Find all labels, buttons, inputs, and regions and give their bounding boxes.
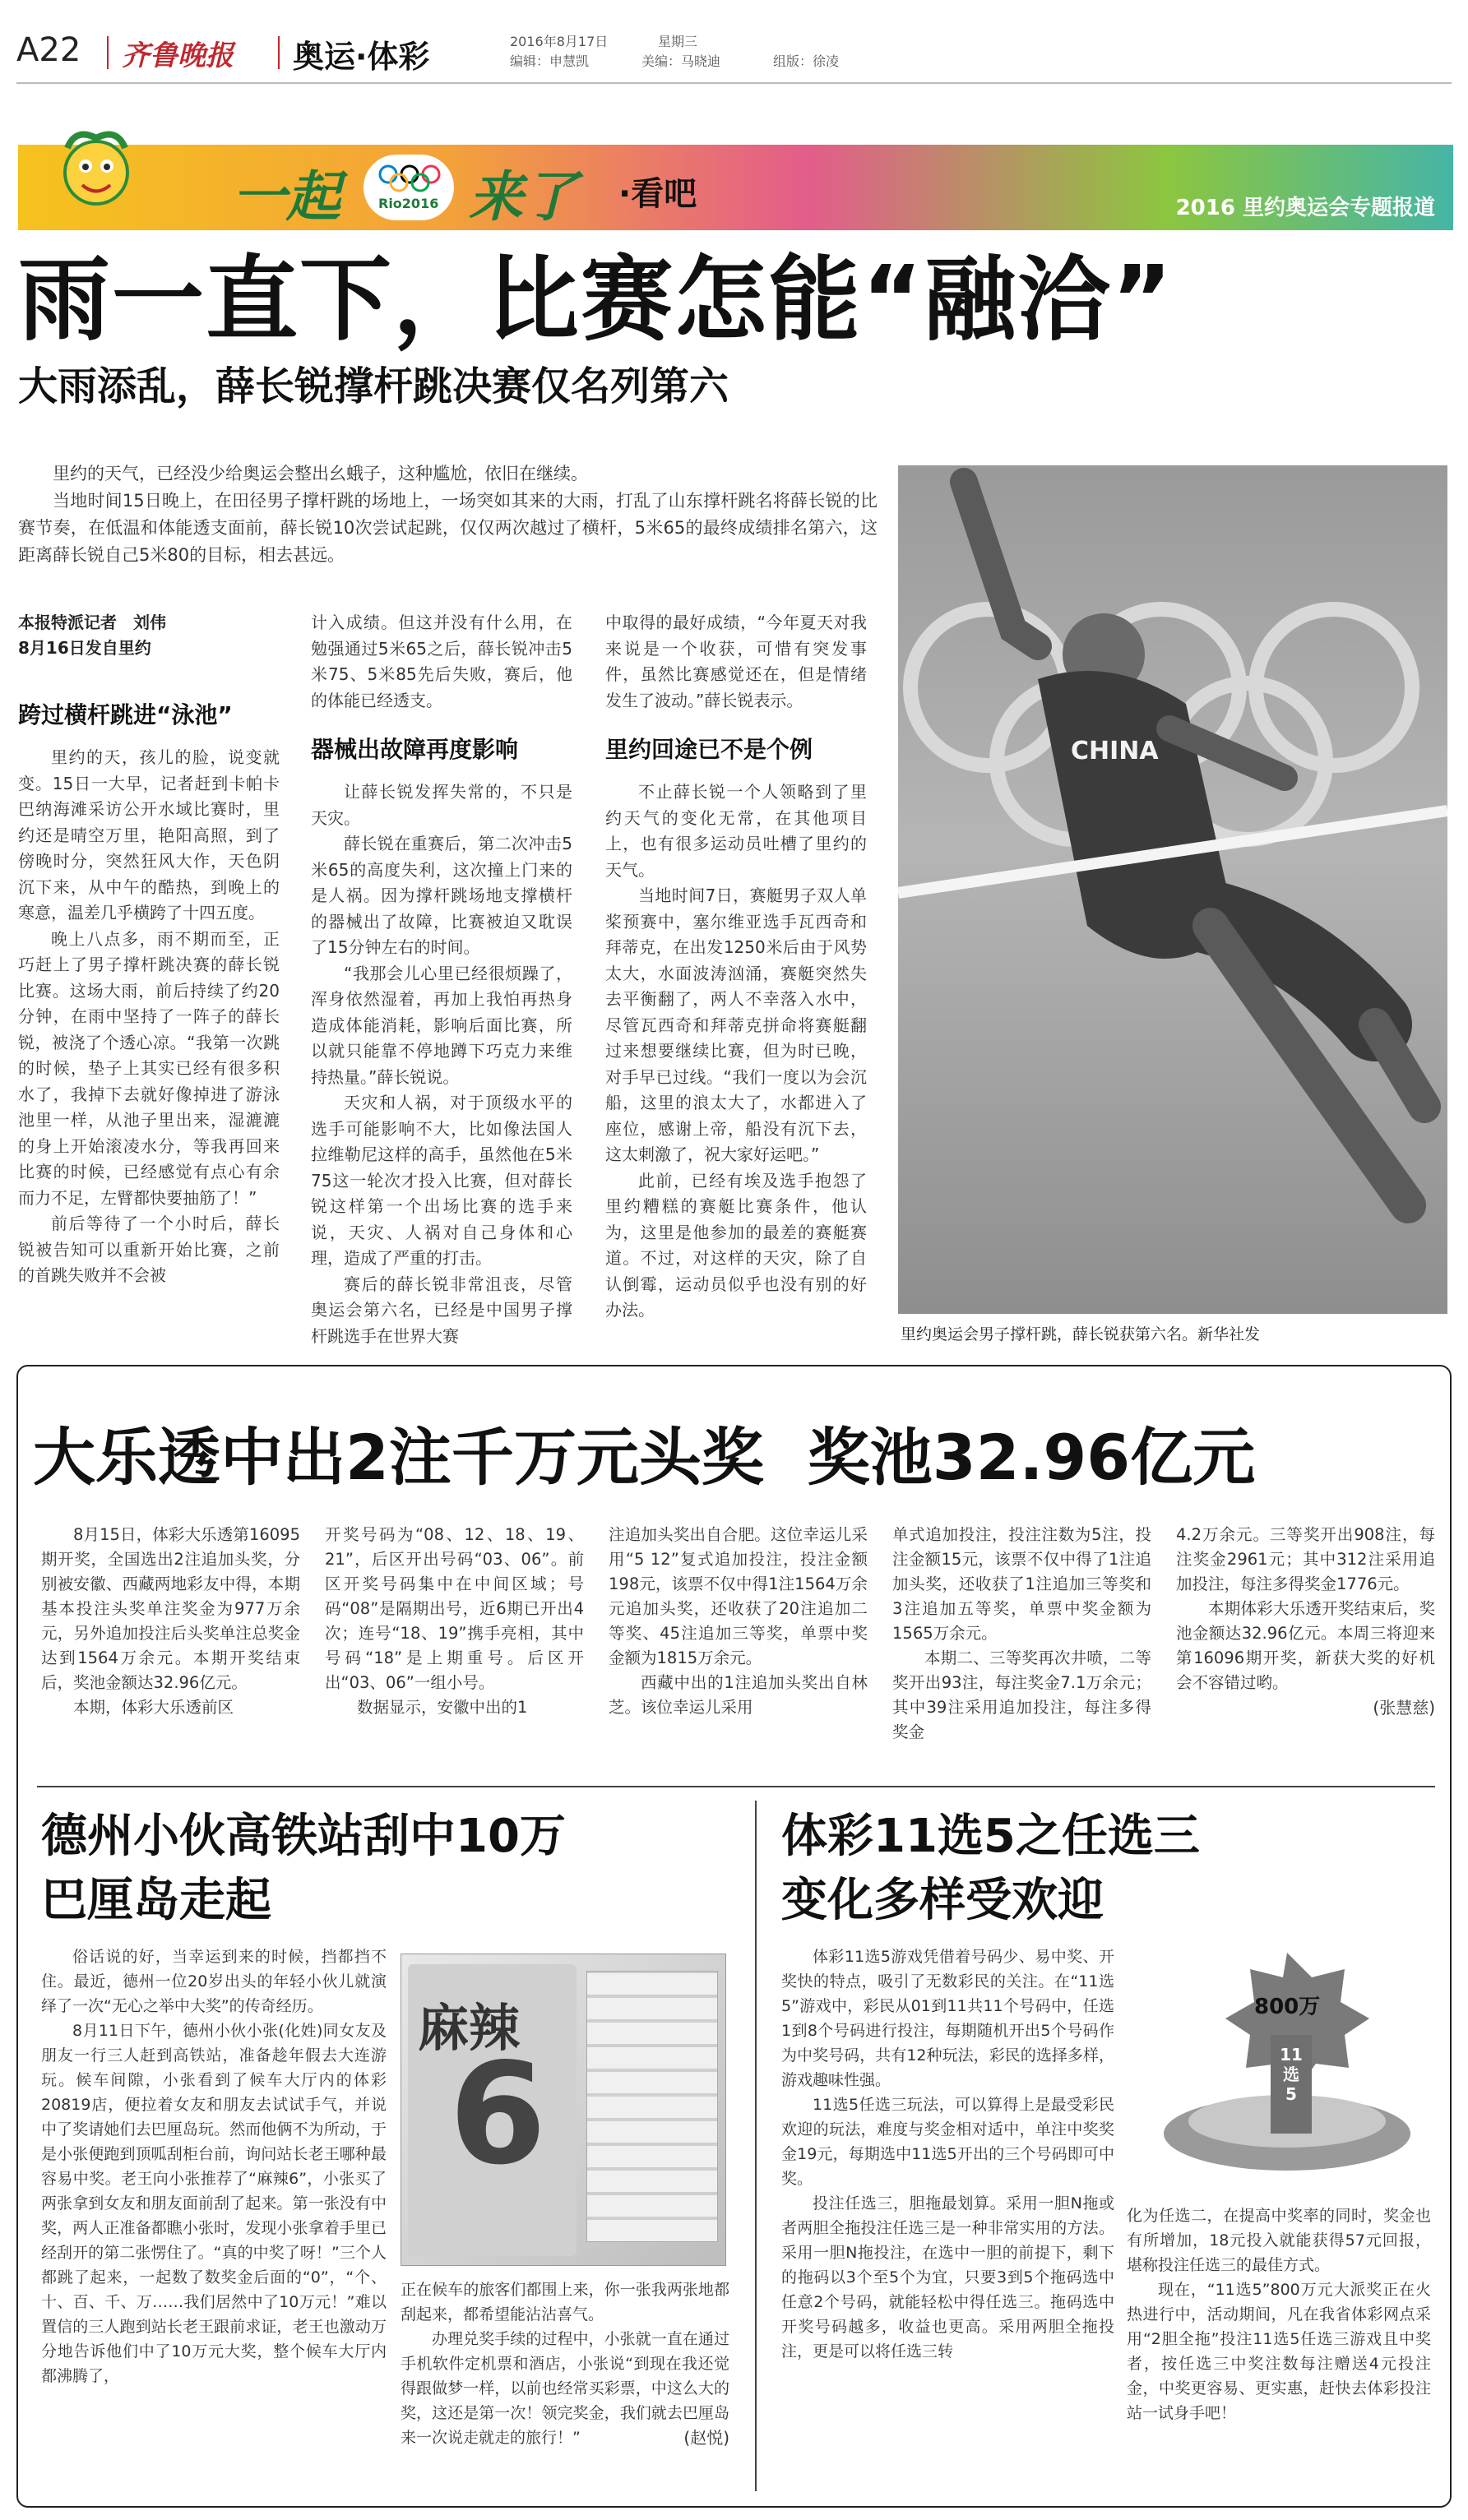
promo-badge: [1147, 1944, 1427, 2191]
paragraph: 开奖号码为“08、12、18、19、21”，后区开出号码“03、06”。前区开奖号码集中在中间区域；号码“08”是隔期出号，近6期已开出4次；连号“18、19”携手亮相，其中号码“18”是上期重号。后区开出“03、06”一组小号。: [325, 1525, 584, 1692]
headline-line: 体彩11选5之任选三: [781, 1810, 1200, 1863]
article4-column-left: [781, 1944, 1114, 2364]
column-divider: [755, 1801, 757, 2491]
art-editor-credit: 美编：马晓迪: [641, 53, 721, 69]
scratch-ticket-image: [401, 1954, 726, 2266]
paragraph: 前后等待了一个小时后，薛长锐被告知可以重新开始比赛，之前的首跳失败并不会被: [18, 1214, 280, 1285]
lead-paragraph: 当地时间15日晚上，在田径男子撑杆跳的场地上，一场突如其来的大雨，打乱了山东撑杆跳名将薛长锐的比赛节奏，在低温和体能透支面前，薛长锐10次尝试起跳，仅仅两次越过了横杆，5米65的最终成绩排名第六，这距离薛长锐自己5米80的目标，相去甚远。: [18, 491, 878, 565]
issue-weekday: 星期三: [658, 34, 698, 49]
paragraph: 此前，已经有埃及选手抱怨了里约糟糕的赛艇比赛条件，他认为，这里是他参加的最差的赛艇赛道。不过，对这样的天灾，除了自认倒霉，运动员似乎也没有别的好办法。: [605, 1170, 867, 1320]
article3-column-right: [401, 2277, 729, 2450]
article2-column-1: [41, 1523, 300, 1720]
reporter: 本报特派记者 刘伟: [18, 613, 166, 632]
paragraph: 4.2万余元。三等奖开出908注，每注奖金2961元；其中312注采用追加投注，每注多得奖金1776元。: [1176, 1525, 1435, 1593]
ticket-title: 麻辣: [418, 1998, 521, 2058]
paragraph: “我那会儿心里已经很烦躁了，浑身依然湿着，再加上我怕再热身造成体能消耗，影响后面比赛，所以就只能靠不停地蹲下巧克力来维持热量。”薛长锐说。: [311, 963, 572, 1087]
rio-logo-text: Rio2016: [378, 196, 439, 211]
article2-column-4: [892, 1523, 1151, 1745]
paragraph: 本期二、三等奖再次井喷，二等奖开出93注，每注奖金7.1万余元；其中39注采用追加投注，每注多得奖金: [892, 1648, 1151, 1741]
headline-line: 巴厘岛走起: [41, 1874, 271, 1927]
article2-column-3: [609, 1523, 868, 1720]
badge-game-char: 11: [1280, 2045, 1303, 2065]
paragraph: 本期体彩大乐透开奖结束后，奖池金额达32.96亿元。本周三将迎来第16096期开奖，新获大奖的好机会不容错过哟。: [1176, 1599, 1435, 1692]
article1-column-3: [605, 610, 867, 1324]
paragraph: 8月11日下午，德州小伙小张(化姓)同女友及朋友一行三人赶到高铁站，准备趁年假去大连游玩。候车间隙，小张看到了候车大厅内的体彩20819店，便拉着女友和朋友去试试手气，并说中了奖请她们去巴厘岛玩。然而他俩不为所动，于是小张便跑到顶呱刮柜台前，询问站长老王哪种最容易中奖。老王向小张推荐了“麻辣6”，小张买了两张拿到女友和朋友面前刮了起来。第一张没有中奖，两人正准备都瞧小张时，发现小张拿着手里已经刮开的第二张愣住了。“真的中奖了呀！”三个人都跳了起来，一起数了数奖金后面的“0”，“个、十、百、千、万……我们居然中了10万元！”难以置信的三人跑到站长老王跟前求证，老王也激动万分地告诉他们中了10万元大奖，整个候车大厅内都沸腾了，: [41, 2022, 387, 2385]
paragraph: 晚上八点多，雨不期而至，正巧赶上了男子撑杆跳决赛的薛长锐比赛。这场大雨，前后持续了约20分钟，在雨中坚持了一阵子的薛长锐，被浇了个透心凉。“我第一次跳的时候，垫子上其实已经有很多积水了，我掉下去就好像掉进了游泳池里一样，从池子里出来，湿漉漉的身上开始滚凌水分，等我再回来比赛的时候，已经感觉有点心有余而力不足，左臂都快要抽筋了！”: [18, 928, 280, 1208]
paragraph: 投注任选三，胆拖最划算。采用一胆N拖或者两胆全拖投注任选三是一种非常实用的方法。采用一胆N拖投注，在选中一胆的前提下，剩下的拖码以3个至5个为宜，只要3到5个拖码选中任意2个号码，就能轻松中得任选三。拖码选中开奖号码越多，收益也更高。采用两胆全拖投注，更是可以将任选三转: [781, 2194, 1114, 2360]
banner-right-text: 2016 里约奥运会专题报道: [1175, 196, 1435, 220]
mascot-icon: [43, 123, 150, 230]
article1-column-1: [18, 697, 280, 1289]
issue-date: 2016年8月17日: [510, 34, 609, 49]
header-rule: [16, 82, 1452, 84]
paragraph: 赛后的薛长锐非常沮丧，尽管奥运会第六名，已经是中国男子撑杆跳选手在世界大赛: [311, 1274, 572, 1346]
paragraph: 计入成绩。但这并没有什么用，在勉强通过5米65之后，薛长锐冲击5米75、5米85先后失败，赛后，他的体能已经透支。: [311, 613, 572, 710]
ticket-number: 6: [449, 2033, 547, 2196]
paragraph: 里约的天，孩儿的脸，说变就变。15日一大早，记者赶到卡帕卡巴纳海滩采访公开水域比赛时，里约还是晴空万里，艳阳高照，到了傍晚时分，突然狂风大作，天色阴沉下来，从中午的酷热，到晚上的寒意，温差几乎横跨了十四五度。: [18, 747, 280, 922]
photo-caption: 里约奥运会男子撑杆跳，薛长锐获第六名。新华社发: [901, 1325, 1261, 1343]
lead-paragraph: 里约的天气，已经没少给奥运会整出幺蛾子，这种尴尬，依旧在继续。: [53, 464, 588, 483]
article1-headline: 雨一直下，比赛怎能“融洽”: [18, 247, 1174, 354]
article4-column-right: [1127, 2203, 1431, 2425]
rio-logo: [364, 155, 454, 220]
paragraph: 俗话说的好，当幸运到来的时候，挡都挡不住。最近，德州一位20岁出头的年轻小伙儿就演绎了一次“无心之举中大奖”的传奇经历。: [41, 1948, 387, 2015]
article3-headline: [41, 1805, 732, 1933]
athlete-figure: [898, 465, 1447, 1314]
headline-line: 变化多样受欢迎: [781, 1874, 1104, 1927]
slogan-part-2: 来了: [469, 164, 577, 229]
paragraph: 天灾和人祸，对于顶级水平的选手可能影响不大，比如像法国人拉维勒尼这样的高手，虽然他在5米75这一轮次才投入比赛，但对薛长锐这样第一个出场比赛的选手来说，天灾、人祸对自己身体和心理，造成了严重的打击。: [311, 1093, 572, 1268]
paragraph: 办理兑奖手续的过程中，小张就一直在通过手机软件定机票和酒店，小张说“到现在我还觉得跟做梦一样，以前也经常买彩票，中这么大的奖，这还是第一次！领完奖金，我们就去巴厘岛来一次说走就走的旅行！”: [401, 2330, 729, 2447]
divider: [278, 36, 280, 69]
banner-tagline: ·看吧: [618, 175, 697, 213]
article2-column-2: [325, 1523, 584, 1720]
headline-line: 德州小伙高铁站刮中10万: [41, 1810, 566, 1863]
column-subhead: 器械出故障再度影响: [311, 736, 519, 763]
badge-game-char: 选: [1283, 2065, 1299, 2084]
article1-lead: [18, 460, 878, 569]
paragraph: 让薛长锐发挥失常的，不只是天灾。: [311, 782, 572, 828]
paragraph: 正在候车的旅客们都围上来，你一张我两张地都刮起来，都希望能沾沾喜气。: [401, 2281, 729, 2323]
column-subhead: 跨过横杆跳进“泳池”: [18, 701, 233, 728]
olympic-banner: [18, 145, 1453, 230]
section-divider: [37, 1786, 1435, 1787]
column-subhead: 里约回途已不是个例: [605, 736, 813, 763]
olympic-rings-icon: [377, 163, 442, 196]
article3-signature: (赵悦): [683, 2428, 729, 2448]
article1-subheadline: 大雨添乱，薛长锐撑杆跳决赛仅名列第六: [18, 363, 729, 409]
editor-credit: 编辑：申慧凯: [510, 53, 590, 69]
article2-headline: 大乐透中出2注千万元头奖 奖池32.96亿元: [33, 1421, 1256, 1494]
paragraph: 数据显示，安徽中出的1: [357, 1698, 528, 1717]
slogan-part-1: 一起: [232, 164, 340, 229]
ticket-grid: [586, 1971, 718, 2242]
paragraph: 薛长锐在重赛后，第二次冲击5米65的高度失利，这次撞上门来的是人祸。因为撑杆跳场地支撑横杆的器械出了故障，比赛被迫又耽误了15分钟左右的时间。: [311, 834, 572, 957]
badge-game-name: [1280, 2045, 1303, 2104]
paragraph: 中取得的最好成绩，“今年夏天对我来说是一个收获，可惜有突发事件，虽然比赛感觉还在，但是情绪发生了波动。”薛长锐表示。: [605, 613, 867, 710]
paragraph: 化为任选二，在提高中奖率的同时，奖金也有所增加，18元投入就能获得57元回报，堪称投注任选三的最佳方式。: [1127, 2207, 1431, 2274]
paragraph: 8月15日，体彩大乐透第16095期开奖，全国选出2注追加头奖，分别被安徽、西藏两地彩友中得，本期基本投注头奖单注奖金为977万余元，另外追加投注后头奖单注总奖金达到1564万余元。本期开奖结束后，奖池金额达32.96亿元。: [41, 1525, 300, 1692]
article2-column-5: [1176, 1523, 1435, 1720]
article2-signature: (张慧慈): [1373, 1698, 1435, 1718]
byline: [18, 610, 281, 661]
badge-amount: 800万: [1254, 1995, 1321, 2019]
divider: [107, 36, 109, 69]
paragraph: 注追加头奖出自合肥。这位幸运儿采用“5 12”复式追加投注，投注金额198元，该票不仅中得1注1564万余元追加头奖，还收获了20注追加二等奖、45注追加三等奖，单票中奖金额为1815万余元。: [609, 1525, 868, 1667]
paragraph: 西藏中出的1注追加头奖出自林芝。该位幸运儿采用: [609, 1673, 868, 1717]
paragraph: 不止薛长锐一个人领略到了里约天气的变化无常，在其他项目上，也有很多运动员吐槽了里约的天气。: [605, 782, 867, 880]
paragraph: 本期，体彩大乐透前区: [73, 1698, 234, 1717]
layout-credit: 组版：徐凌: [773, 53, 840, 69]
paper-name: 齐鲁晚报: [122, 39, 234, 72]
paragraph: 单式追加投注，投注注数为5注，投注金额15元，该票不仅中得了1注追加头奖，还收获了1注追加三等奖和3注追加五等奖，单票中奖金额为1565万余元。: [892, 1525, 1151, 1643]
dateline: 8月16日发自里约: [18, 638, 151, 658]
badge-game-char: 5: [1285, 2084, 1297, 2104]
pole-vault-photo: [898, 465, 1447, 1314]
article4-headline: [781, 1805, 1439, 1933]
paragraph: 现在，“11选5”800万元大派奖正在火热进行中，活动期间，凡在我省体彩网点采用“2胆全拖”投注11选5任选三游戏且中奖者，按任选三中奖注数每注赠送4元投注金，中奖更容易、更实惠，赶快去体彩投注站一试身手吧！: [1127, 2281, 1431, 2422]
section-title: 奥运·体彩: [293, 39, 430, 75]
page-header: [16, 31, 1452, 81]
jersey-text: CHINA: [1071, 737, 1159, 765]
paragraph: 当地时间7日，赛艇男子双人单桨预赛中，塞尔维亚选手瓦西奇和拜蒂克，在出发1250米后由于风势太大，水面波涛汹涌，赛艇突然失去平衡翻了，两人不幸落入水中，尽管瓦西奇和拜蒂克拼命将赛艇翻过来想要继续比赛，但为时已晚，对手早已过线。“我们一度以为会沉船，这里的浪太大了，水都进入了座位，感谢上帝，船没有沉下去，这太刺激了，祝大家好运吧。”: [605, 885, 867, 1164]
page-number: A22: [16, 31, 81, 69]
paragraph: 11选5任选三玩法，可以算得上是最受彩民欢迎的玩法，难度与奖金相对适中，单注中奖奖金19元，每期选中11选5开出的三个号码即可中奖。: [781, 2096, 1114, 2188]
paragraph: 体彩11选5游戏凭借着号码少、易中奖、开奖快的特点，吸引了无数彩民的关注。在“11选5”游戏中，彩民从01到11共11个号码中，任选1到8个号码进行投注，每期随机开出5个号码作为中奖号码，共有12种玩法，彩民的选择多样，游戏趣味性强。: [781, 1948, 1114, 2089]
article3-column-left: [41, 1944, 387, 2388]
article1-column-2: [311, 610, 572, 1349]
